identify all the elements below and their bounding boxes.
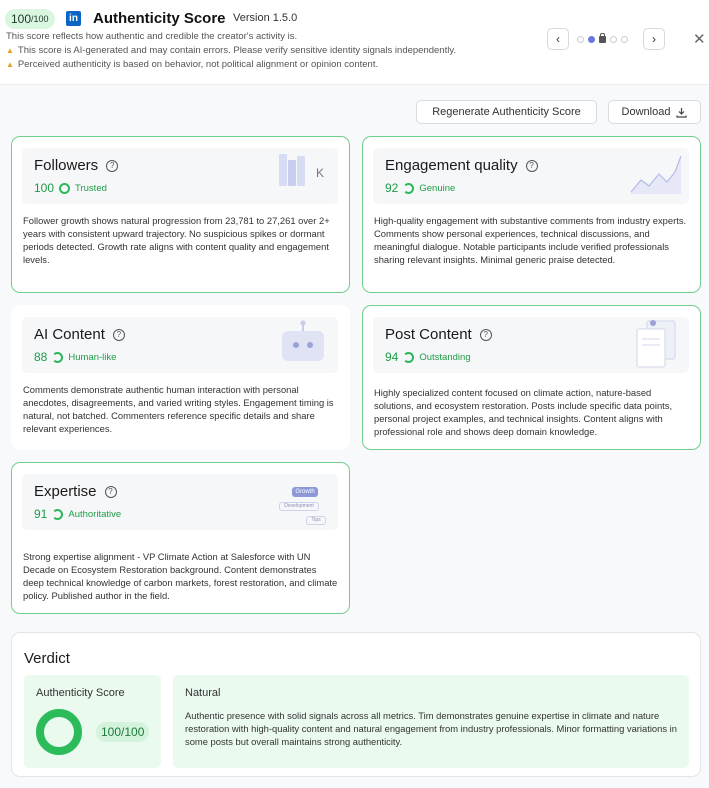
engagement-trend-icon (629, 154, 685, 196)
score-row (34, 181, 107, 195)
post-content-card (362, 305, 701, 450)
card-title-text: Followers (34, 157, 99, 174)
card-title (34, 326, 125, 343)
page-title: Authenticity Score (93, 10, 226, 27)
card-title-text: Expertise (34, 483, 97, 500)
warning-icon: ▲ (6, 60, 14, 69)
card-title (34, 483, 117, 500)
regenerate-button[interactable] (416, 100, 597, 124)
score-row (34, 507, 121, 521)
tag-growth: Growth (292, 487, 318, 497)
download-button[interactable] (608, 100, 701, 124)
card-title-text: AI Content (34, 326, 105, 343)
warning-line-1 (6, 45, 456, 56)
card-description: Highly specialized content focused on climate action, nature-based solutions, and ecosystem restoration. Posts include specific data points, personal project examples, and technical insights. Content aligns with professional role and shows deep domain knowledge. (374, 387, 673, 437)
linkedin-icon: in (66, 11, 81, 26)
score-ring-icon (59, 183, 70, 194)
card-title (385, 326, 492, 343)
version-label: Version 1.5.0 (233, 12, 298, 24)
score-pill-value: 100 (11, 12, 32, 26)
pager-dot[interactable] (610, 36, 617, 43)
score-label: Human-like (68, 351, 117, 363)
close-icon[interactable]: ✕ (693, 31, 706, 48)
card-title (34, 157, 118, 174)
verdict-summary-box (173, 675, 689, 768)
robot-icon (278, 319, 328, 363)
pager-dot[interactable] (621, 36, 628, 43)
score-value: 92 (385, 181, 399, 195)
download-label: Download (621, 106, 671, 118)
score-row (34, 350, 116, 364)
verdict-title: Verdict (24, 650, 70, 667)
verdict-score-value: 100/100 (96, 722, 149, 742)
expertise-card (11, 462, 350, 614)
score-pill (5, 9, 55, 29)
warning-text: Perceived authenticity is based on behavior, not political alignment or opinion content. (17, 59, 379, 70)
score-value: 88 (34, 350, 48, 364)
score-ring-icon (403, 183, 414, 194)
warning-line-2 (6, 59, 378, 70)
card-header (22, 474, 338, 530)
warning-text: This score is AI-generated and may contain errors. Please verify sensitive identity signals independently. (17, 45, 457, 56)
score-pill-max: /100 (31, 14, 49, 24)
pager-dot[interactable] (577, 36, 584, 43)
score-label: Trusted (75, 182, 107, 194)
score-ring-icon (52, 352, 63, 363)
warning-icon: ▲ (6, 46, 14, 55)
ai-content-card (11, 305, 350, 450)
score-value: 100 (34, 181, 55, 195)
pager-dot-active[interactable] (588, 36, 595, 43)
score-value: 91 (34, 507, 48, 521)
card-description: High-quality engagement with substantive comments from industry experts. Comments show personal experiences, technical discussions, and meaningful dialogue. Notable participants include verified professionals sharing relevant insights. Minimal generic praise detected. (374, 215, 687, 265)
score-value: 94 (385, 350, 399, 364)
download-icon (676, 107, 687, 118)
card-header (373, 317, 689, 373)
followers-k-label: K (316, 166, 325, 180)
next-button[interactable]: › (643, 28, 665, 50)
header (0, 0, 709, 85)
card-title-text: Post Content (385, 326, 472, 343)
card-header (22, 317, 338, 373)
subtitle: This score reflects how authentic and credible the creator's activity is. (6, 31, 298, 42)
verdict-score-box (24, 675, 161, 768)
lock-icon (599, 36, 606, 43)
verdict-donut-chart (36, 709, 82, 755)
card-description: Comments demonstrate authentic human interaction with personal anecdotes, disagreements, and varied writing styles. Engagement timing is natural, not batched. Commenters reference specific details and share relevant experiences. (23, 384, 334, 434)
card-title (385, 157, 538, 174)
card-description: Follower growth shows natural progression from 23,781 to 27,261 over 2+ years with consistent upward trajectory. No suspicious spikes or dormant periods detected. Growth rate aligns with content quality and engagement levels. (23, 215, 330, 265)
pager-dots (577, 36, 628, 43)
card-title-text: Engagement quality (385, 157, 518, 174)
followers-chart-icon (277, 152, 333, 192)
score-label: Genuine (419, 182, 456, 194)
help-icon[interactable]: ? (480, 329, 492, 341)
help-icon[interactable]: ? (106, 160, 118, 172)
tag-tips: Tips (306, 516, 326, 525)
verdict-text: Authentic presence with solid signals across all metrics. Tim demonstrates genuine expertise in climate and nature restoration with high-quality content and natural engagement from industry professionals. Minor formatting variations in some posts but overall maintains strong authenticity. (185, 710, 677, 747)
score-label: Outstanding (419, 351, 471, 363)
followers-card (11, 136, 350, 293)
score-ring-icon (52, 509, 63, 520)
card-description: Strong expertise alignment - VP Climate Action at Salesforce with UN Decade on Ecosystem Restoration background. Content demonstrates deep technical knowledge of carbon markets, forest restoration, and climate policy. Published author in the field. (23, 551, 338, 601)
card-header (373, 148, 689, 204)
help-icon[interactable]: ? (113, 329, 125, 341)
score-row (385, 350, 471, 364)
help-icon[interactable]: ? (105, 486, 117, 498)
prev-button[interactable]: ‹ (547, 28, 569, 50)
document-stack-icon (633, 317, 683, 369)
score-ring-icon (403, 352, 414, 363)
regenerate-label: Regenerate Authenticity Score (432, 106, 581, 118)
score-row (385, 181, 455, 195)
tag-development: Development (279, 502, 319, 511)
score-label: Authoritative (68, 508, 122, 520)
help-icon[interactable]: ? (526, 160, 538, 172)
verdict-score-label: Authenticity Score (36, 687, 125, 699)
card-header (22, 148, 338, 204)
engagement-card (362, 136, 701, 293)
verdict-panel (11, 632, 701, 777)
verdict-heading: Natural (185, 687, 221, 699)
